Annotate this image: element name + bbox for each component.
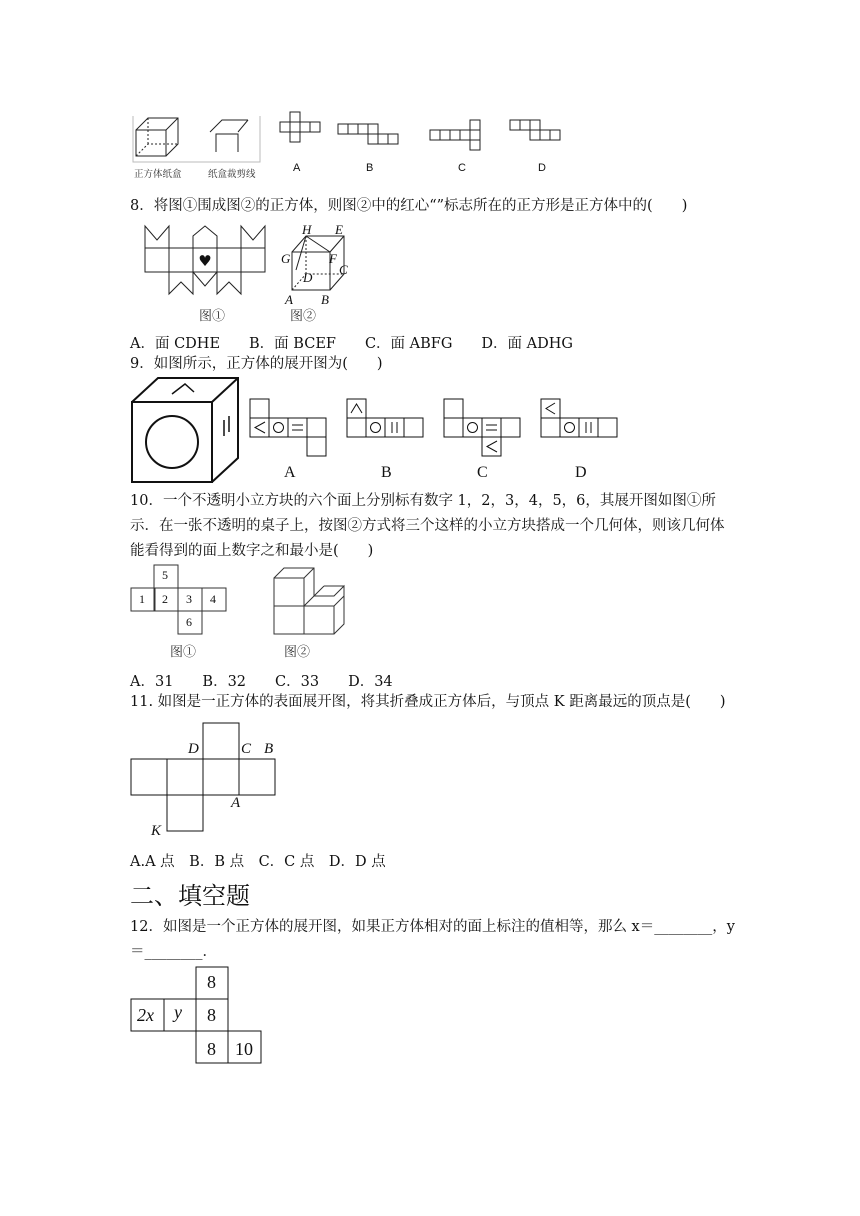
q8-pt-d: D [303, 270, 313, 285]
q12-cell-10: 10 [235, 1039, 253, 1059]
q7-label-c: C [458, 162, 466, 174]
q9-label-b: B [381, 464, 392, 481]
q9-net-b [346, 398, 428, 458]
q10-net-num-2: 2 [162, 592, 168, 606]
q8-fig1-caption: 图① [199, 309, 226, 324]
q7-net-c [430, 120, 480, 150]
q9-label-a: A [284, 464, 296, 481]
q8-pt-e: E [335, 222, 343, 237]
q8-pt-g: G [281, 251, 291, 266]
q10-stem: 10．一个不透明小立方块的六个面上分别标有数字 1，2，3，4，5，6，其展开图如图①所示．在一张不透明的桌子上，按图②方式将三个这样的小立方块搭成一个几何体，则该几何体能看得到的面上数字之和最小是( ) [130, 493, 725, 559]
q12-cell-y: y [174, 1002, 182, 1022]
q12-cell-top: 8 [207, 972, 216, 992]
q12-cell-2x: 2x [137, 1005, 154, 1025]
q9-label-d: D [575, 464, 587, 481]
q9-label-c: C [477, 464, 488, 481]
q11-pt-d: D [188, 741, 199, 757]
q8-pt-f: F [329, 251, 337, 266]
q10-net-num-1: 1 [139, 592, 145, 606]
q9-net-a [249, 398, 331, 458]
q7-net-b [338, 124, 398, 144]
q12-cell-bottom: 8 [207, 1039, 216, 1059]
q8-stem: 8．将图①围成图②的正方体，则图②中的红心“”标志所在的正方形是正方体中的( ) [130, 198, 688, 214]
q8-pt-a: A [285, 292, 293, 307]
q12-cell-mid: 8 [207, 1005, 216, 1025]
q10-stack-figure [272, 566, 348, 634]
q9-net-c [443, 398, 525, 460]
q7-cube [136, 118, 178, 156]
q7-net-d [510, 120, 560, 140]
q7-label-d: D [538, 162, 546, 174]
q11-pt-b: B [264, 741, 274, 757]
q7-label-a: A [293, 162, 301, 174]
q7-caption-cube: 正方体纸盒 [134, 169, 182, 180]
q8-pt-h: H [302, 222, 312, 237]
q10-options: A．31 B．32 C．33 D．34 [130, 674, 393, 690]
q11-net-figure [130, 722, 280, 832]
q11-options: A.A 点 B．B 点 C．C 点 D．D 点 [130, 854, 386, 870]
q11-pt-a: A [231, 795, 241, 811]
q9-stem: 9．如图所示，正方体的展开图为( ) [130, 356, 383, 372]
q10-net-num-3: 3 [186, 592, 192, 606]
q10-fig1-caption: 图① [170, 645, 197, 660]
q9-cube-figure [130, 376, 242, 484]
q8-fig2-caption: 图② [290, 309, 317, 324]
q7-label-b: B [366, 162, 374, 174]
q11-pt-k: K [151, 823, 162, 839]
heart-icon: ♥ [198, 252, 212, 270]
q8-pt-c: C [339, 262, 348, 277]
q8-pt-b: B [321, 292, 329, 307]
q11-pt-c: C [241, 741, 252, 757]
q10-net-num-6: 6 [186, 615, 192, 629]
q7-caption-cut: 纸盒裁剪线 [208, 169, 256, 180]
q10-net-num-5: 5 [162, 568, 168, 582]
q11-stem: 11. 如图是一正方体的表面展开图，将其折叠成正方体后，与顶点 K 距离最远的顶点是( ) [130, 694, 726, 710]
q7-cut-line [210, 120, 248, 152]
q9-net-d [540, 398, 622, 458]
section-title: 二、填空题 [130, 882, 250, 910]
q12-stem: 12．如图是一个正方体的展开图，如果正方体相对的面上标注的值相等，那么 x＝________，y＝________． [130, 919, 735, 960]
q8-options: A．面 CDHE B．面 BCEF C．面 ABFG D．面 ADHG [130, 336, 573, 352]
q10-net-num-4: 4 [210, 592, 216, 606]
q8-net-figure [143, 224, 283, 296]
q7-figure-strip [130, 112, 570, 178]
q10-fig2-caption: 图② [284, 645, 311, 660]
q7-net-a [280, 112, 320, 142]
